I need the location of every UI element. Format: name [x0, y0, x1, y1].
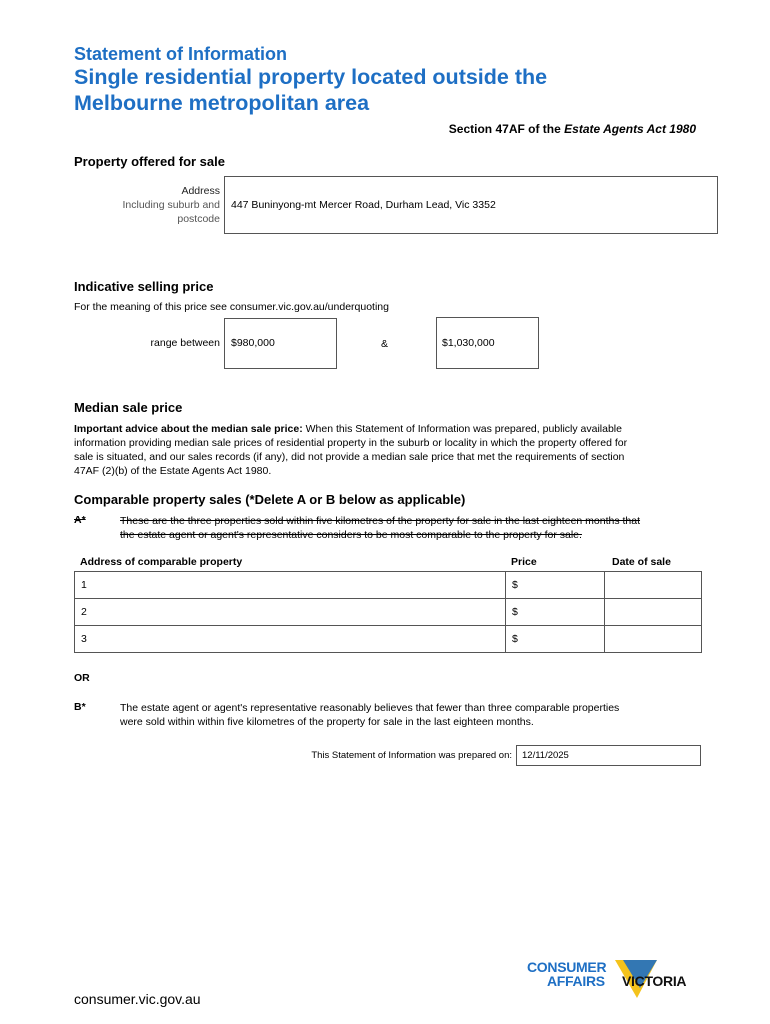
row-1-number: 1 — [81, 579, 87, 591]
col-price-header: Price — [511, 556, 537, 568]
median-advice-line-4: 47AF (2)(b) of the Estate Agents Act 1980. — [74, 465, 272, 477]
section-reference — [449, 122, 696, 136]
address-label-3: postcode — [177, 213, 220, 225]
or-separator: OR — [74, 672, 90, 684]
comparable-table — [74, 571, 702, 653]
median-advice-bold: Important advice about the median sale price: — [74, 423, 303, 435]
median-advice — [74, 422, 704, 478]
row-3-address[interactable] — [75, 626, 506, 653]
section-ref-prefix: Section 47AF of the — [448, 122, 565, 136]
row-1-price-value: $ — [512, 579, 518, 591]
option-a-line-2: the estate agent or agent's representative considers to be most comparable to the property for sale. — [120, 529, 582, 541]
price-low-field[interactable] — [224, 318, 337, 369]
logo-affairs: AFFAIRS — [547, 973, 605, 989]
row-2-number: 2 — [81, 606, 87, 618]
option-b-label: B* — [74, 701, 86, 713]
price-high-value: $1,030,000 — [442, 337, 495, 349]
address-label — [74, 184, 220, 226]
address-field[interactable] — [224, 176, 718, 234]
row-1-date[interactable] — [605, 572, 702, 599]
col-date-header: Date of sale — [612, 556, 671, 568]
price-heading: Indicative selling price — [74, 279, 214, 294]
title-line-2: Melbourne metropolitan area — [74, 91, 370, 115]
address-value: 447 Buninyong-mt Mercer Road, Durham Lead, Vic 3352 — [231, 199, 496, 211]
row-3-date[interactable] — [605, 626, 702, 653]
row-3-price[interactable] — [506, 626, 605, 653]
consumer-affairs-victoria-logo — [527, 958, 707, 1002]
address-label-2: Including suburb and — [122, 199, 220, 211]
median-advice-text-1: When this Statement of Information was prepared, publicly available — [302, 423, 622, 435]
median-advice-line-2: information providing median sale prices of residential property in the suburb or locality in which the property offered for — [74, 437, 628, 449]
median-advice-line-1 — [74, 422, 704, 436]
price-low-value: $980,000 — [231, 337, 275, 349]
title-small: Statement of Information — [74, 44, 288, 64]
row-1-price[interactable] — [506, 572, 605, 599]
row-1-address[interactable] — [75, 572, 506, 599]
row-2-price[interactable] — [506, 599, 605, 626]
price-note: For the meaning of this price see consumer.vic.gov.au/underquoting — [74, 301, 389, 313]
prepared-label: This Statement of Information was prepared on: — [311, 750, 512, 761]
prepared-date-field[interactable] — [516, 745, 701, 766]
row-3-number: 3 — [81, 633, 87, 645]
prepared-date-value: 12/11/2025 — [522, 750, 569, 761]
option-a-line-1: These are the three properties sold within five kilometres of the property for sale in the last eighteen months that — [120, 515, 641, 527]
title-line-1: Single residential property located outside the — [74, 65, 548, 89]
footer-url[interactable]: consumer.vic.gov.au — [74, 991, 201, 1007]
option-b-text — [120, 701, 710, 729]
comparable-heading: Comparable property sales (*Delete A or B below as applicable) — [74, 492, 466, 507]
option-a-text — [120, 514, 710, 542]
ampersand: & — [381, 338, 389, 350]
option-b-line-1: The estate agent or agent's representative reasonably believes that fewer than three comparable properties — [120, 702, 620, 714]
address-label-1: Address — [181, 185, 220, 197]
logo-victoria: VICTORIA — [622, 973, 687, 989]
page-title — [74, 64, 674, 116]
row-2-address[interactable] — [75, 599, 506, 626]
table-row — [75, 572, 702, 599]
col-address-header: Address of comparable property — [80, 556, 243, 568]
option-b-line-2: were sold within within five kilometres of the property for sale in the last eighteen months. — [120, 716, 534, 728]
price-high-field[interactable] — [436, 317, 539, 369]
median-advice-line-3: sale is situated, and our sales records (if any), did not provide a median sale price that met the requirements of section — [74, 451, 625, 463]
median-heading: Median sale price — [74, 400, 183, 415]
option-a-label: A* — [74, 514, 86, 526]
row-3-price-value: $ — [512, 633, 518, 645]
table-row — [75, 599, 702, 626]
row-2-price-value: $ — [512, 606, 518, 618]
table-row — [75, 626, 702, 653]
section-ref-act: Estate Agents Act 1980 — [564, 122, 696, 136]
logo-consumer: CONSUMER — [527, 959, 607, 975]
row-2-date[interactable] — [605, 599, 702, 626]
property-heading: Property offered for sale — [74, 154, 225, 169]
range-label: range between — [150, 337, 220, 349]
